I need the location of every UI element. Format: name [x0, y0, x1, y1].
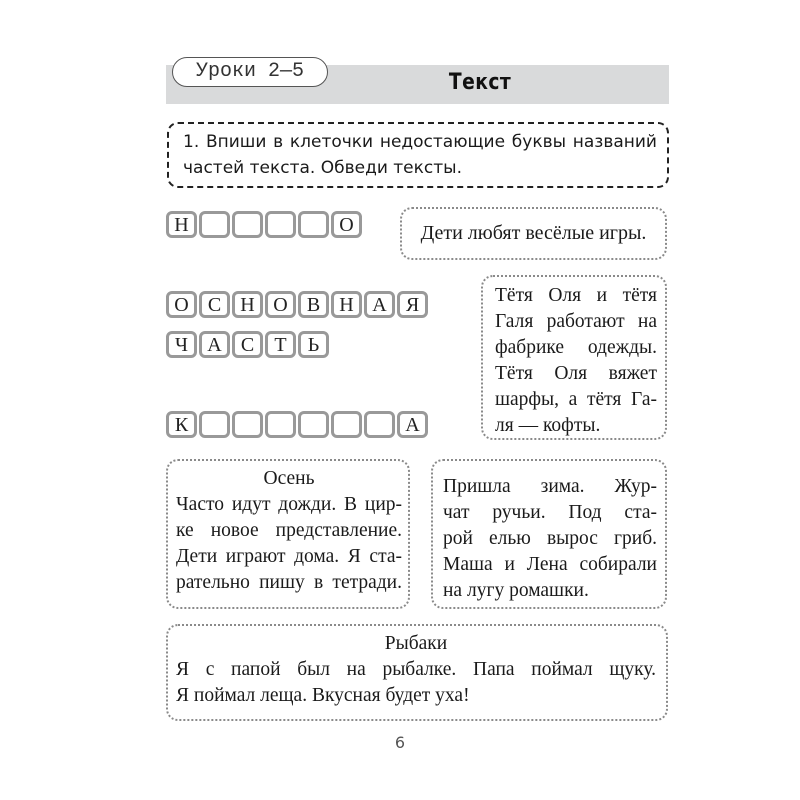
letter-cell: А: [199, 331, 230, 358]
page-title: Текст: [448, 70, 512, 95]
text-line: ке новое представление.: [176, 520, 402, 541]
word-row-main-1: [166, 291, 428, 318]
task-line: частей текста. Обведи тексты.: [183, 158, 462, 178]
letter-cell-input[interactable]: [364, 411, 395, 438]
text-line: Тётя Оля и тётя: [495, 285, 657, 306]
text-line: на лугу ромашки.: [443, 580, 589, 601]
text-box-intro: Дети любят весёлые игры.: [400, 207, 667, 260]
letter-cell: С: [199, 291, 230, 318]
word-row-introduction: [166, 211, 362, 238]
text-line: ля — кофты.: [495, 415, 601, 436]
text-line: Я поймал леща. Вкусная будет уха!: [176, 685, 470, 706]
letter-cell-input[interactable]: [265, 411, 296, 438]
text-line: Пришла зима. Жур-: [443, 476, 657, 497]
letter-cell-input[interactable]: [331, 411, 362, 438]
lesson-label: Уроки 2—5: [172, 57, 328, 87]
text-line: Дети играют дома. Я ста-: [176, 546, 402, 567]
letter-cell-input[interactable]: [298, 411, 329, 438]
letter-cell: К: [166, 411, 197, 438]
letter-cell-input[interactable]: [232, 411, 263, 438]
letter-cell: А: [364, 291, 395, 318]
text-line: Часто идут дожди. В цир-: [176, 494, 402, 515]
word-row-main-2: [166, 331, 329, 358]
letter-cell: Т: [265, 331, 296, 358]
letter-cell: О: [331, 211, 362, 238]
text-box-autumn: [166, 459, 410, 609]
letter-cell-input[interactable]: [265, 211, 296, 238]
text-line: рой елью вырос гриб.: [443, 528, 657, 549]
task-line: 1. Впиши в клеточки недостающие буквы названий: [183, 132, 657, 152]
letter-cell: Н: [166, 211, 197, 238]
text-line: Галя работают на: [495, 311, 657, 332]
letter-cell-input[interactable]: [232, 211, 263, 238]
letter-cell: С: [232, 331, 263, 358]
letter-cell: Н: [232, 291, 263, 318]
word-row-conclusion: [166, 411, 428, 438]
text-box-fishers: [166, 624, 668, 721]
letter-cell: А: [397, 411, 428, 438]
letter-cell: Я: [397, 291, 428, 318]
text-title: Рыбаки: [384, 633, 448, 654]
letter-cell: Н: [331, 291, 362, 318]
text-line: рательно пишу в тетради.: [176, 572, 402, 593]
letter-cell-input[interactable]: [199, 411, 230, 438]
text-line: шарфы, а тётя Га-: [495, 389, 657, 410]
letter-cell: Ч: [166, 331, 197, 358]
text-line: Тётя Оля вяжет: [495, 363, 657, 384]
task-instruction: [167, 122, 669, 188]
letter-cell: В: [298, 291, 329, 318]
letter-cell: О: [265, 291, 296, 318]
text-box-winter: [431, 459, 667, 609]
text-line: Маша и Лена собирали: [443, 554, 657, 575]
page-number: 6: [394, 733, 406, 752]
text-title: Осень: [263, 468, 315, 489]
text-line: фабрике одежды.: [495, 337, 657, 358]
text-line: чат ручьи. Под ста-: [443, 502, 657, 523]
letter-cell-input[interactable]: [199, 211, 230, 238]
letter-cell: О: [166, 291, 197, 318]
text-box-main: [481, 275, 667, 440]
letter-cell: Ь: [298, 331, 329, 358]
letter-cell-input[interactable]: [298, 211, 329, 238]
text-line: Я с папой был на рыбалке. Папа поймал щуку.: [176, 659, 656, 680]
